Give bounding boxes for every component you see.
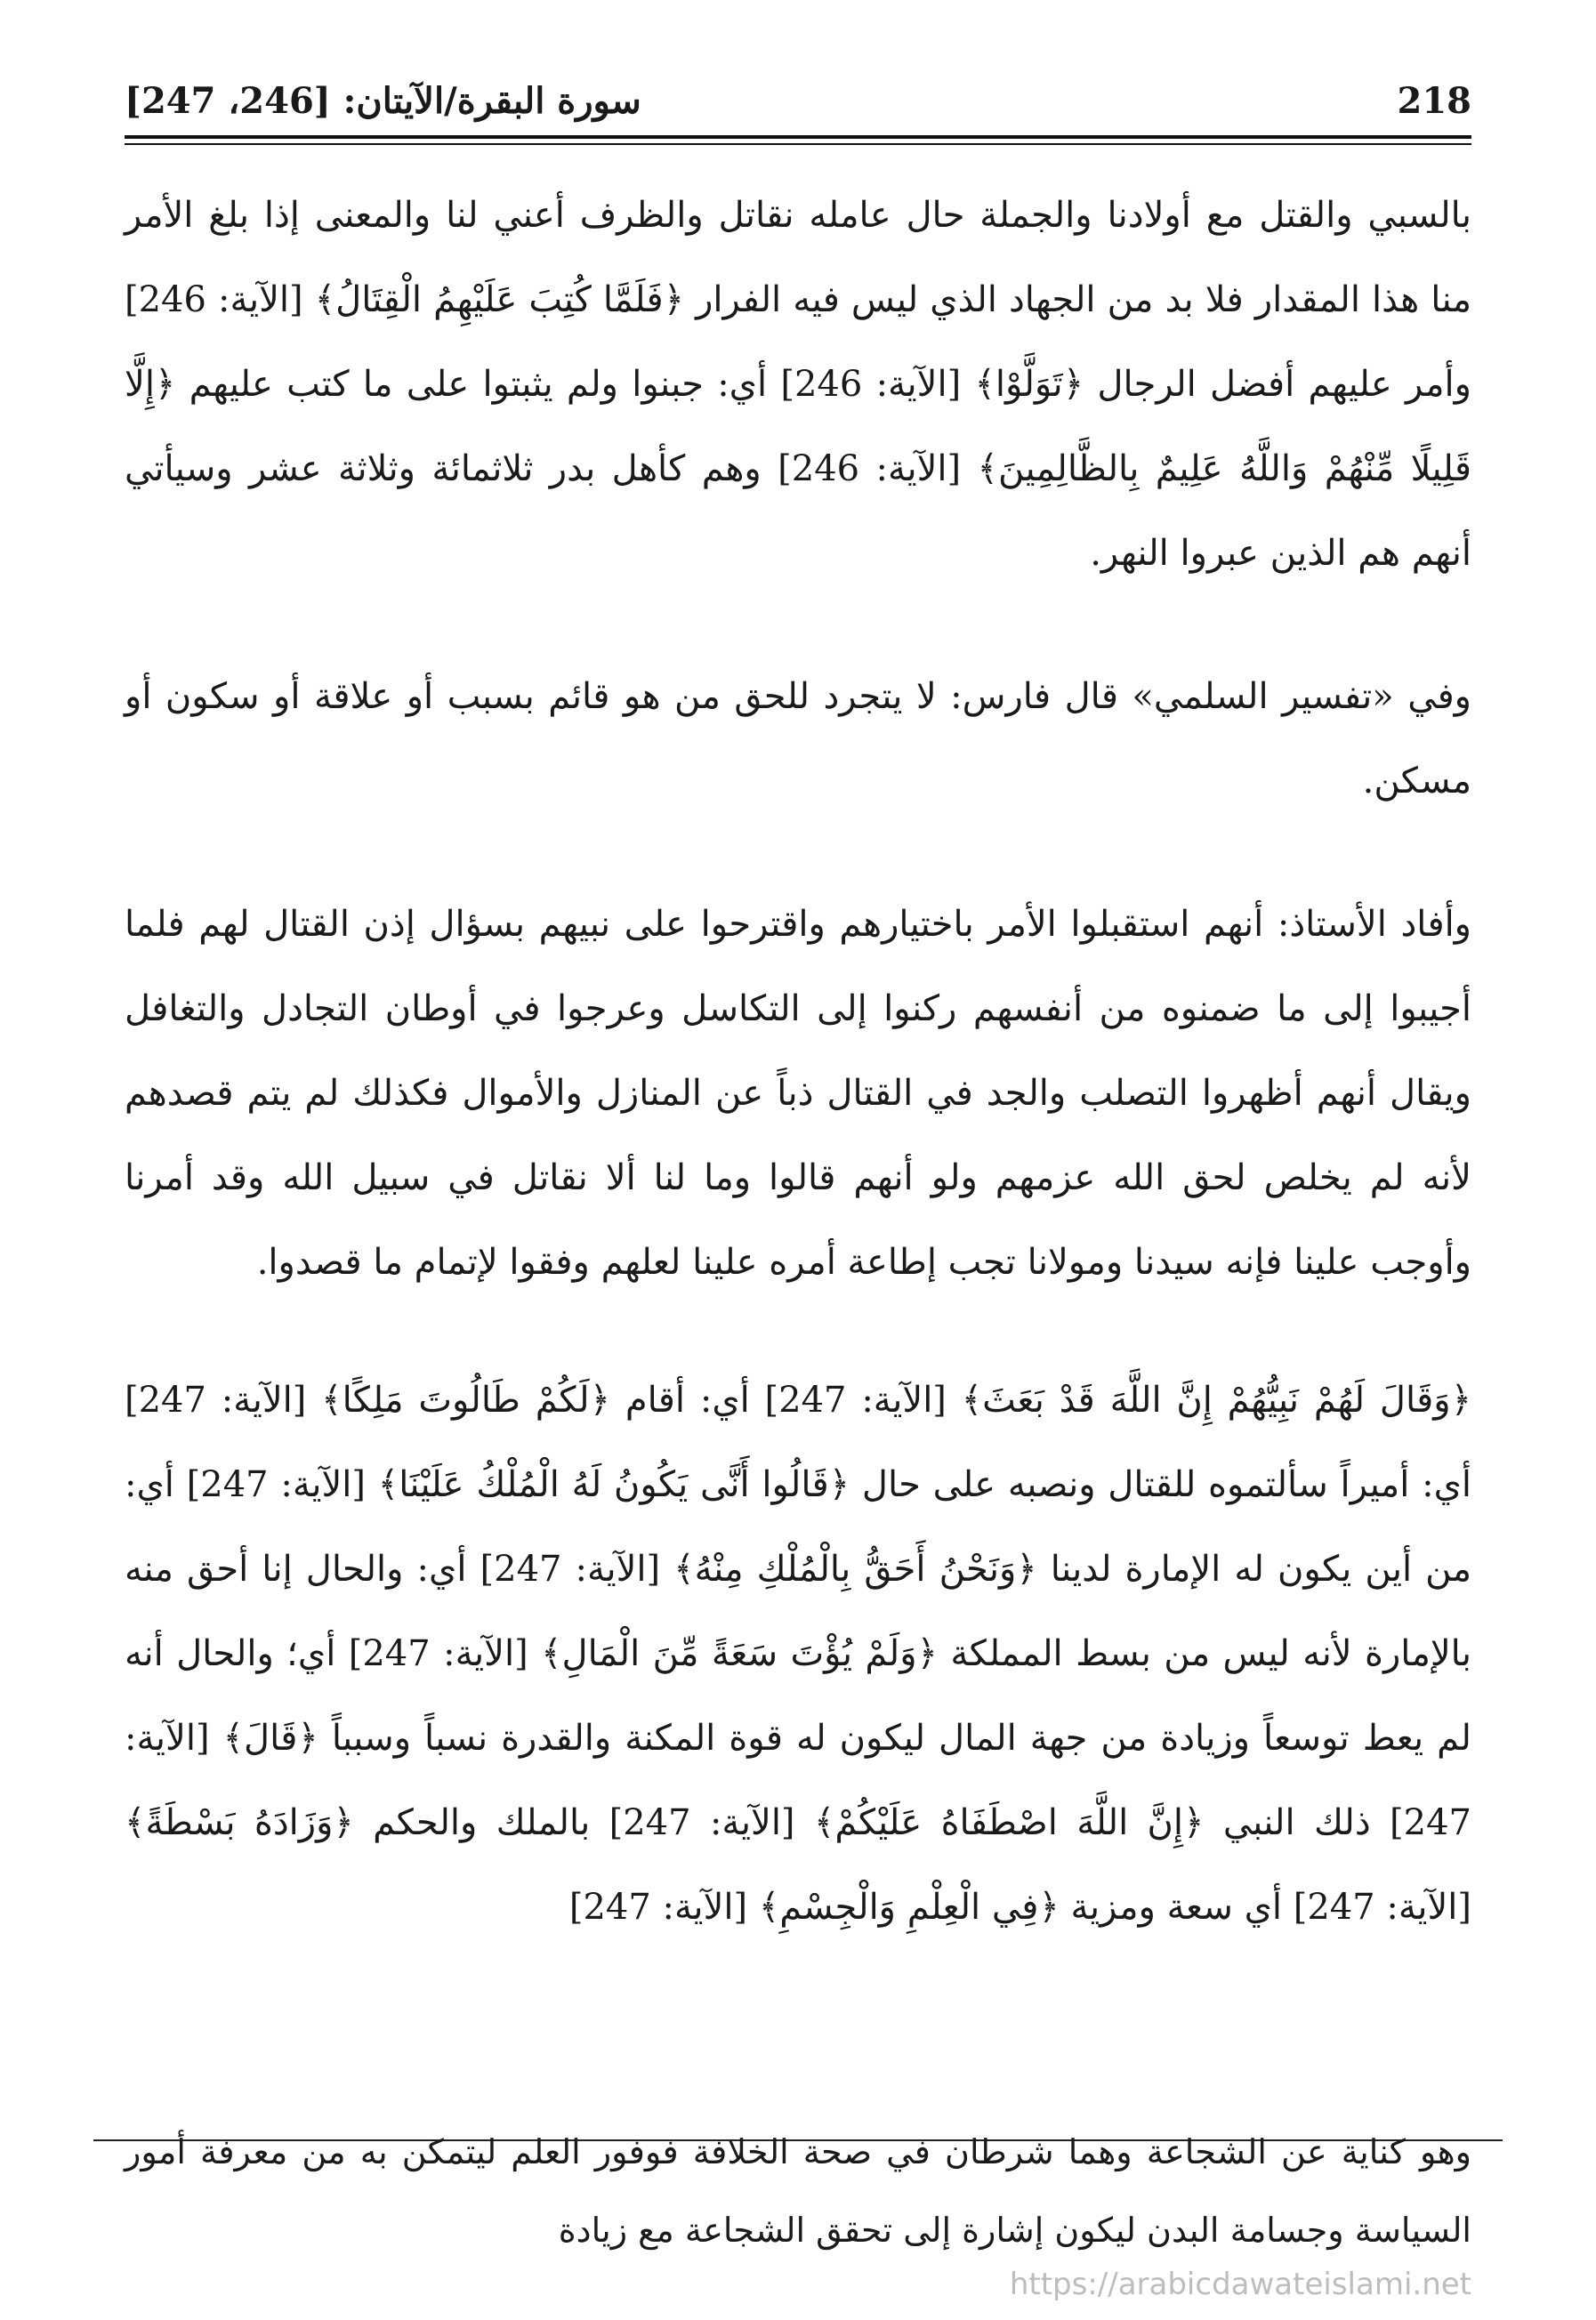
header-rule-thin xyxy=(125,143,1471,145)
header-rule-thick xyxy=(125,135,1471,139)
paragraph-3: وأفاد الأستاذ: أنهم استقبلوا الأمر باختيارهم واقترحوا على نبيهم بسؤال إذن القتال لهم فلما أجيبوا إلى ما ضمنوه من أنفسهم ركنوا إلى التكاسل وعرجوا في أوطان التجادل والتغافل ويقال أنهم أظهروا التصلب والجد في القتال ذباً عن المنازل والأموال فكذلك لم يتم قصدهم لأنه لم يخلص لحق الله عزمهم ولو أنهم قالوا وما لنا ألا نقاتل في سبيل الله وقد أمرنا وأوجب علينا فإنه سيدنا ومولانا تجب إطاعة أمره علينا لعلهم وفقوا لإتمام ما قصدوا. xyxy=(125,904,1471,1283)
paragraph-1: بالسبي والقتل مع أولادنا والجملة حال عامله نقاتل والظرف أعني لنا والمعنى إذا بلغ الأمر منا هذا المقدار فلا بد من الجهاد الذي ليس فيه الفرار ﴿فَلَمَّا كُتِبَ عَلَيْهِمُ الْقِتَالُ﴾ [الآية: 246] وأمر عليهم أفضل الرجال ﴿تَوَلَّوْا﴾ [الآية: 246] أي: جبنوا ولم يثبتوا على ما كتب عليهم ﴿إِلَّا قَلِيلًا مِّنْهُمْ وَاللَّهُ عَلِيمٌ بِالظَّالِمِينَ﴾ [الآية: 246] وهم كأهل بدر ثلاثمائة وثلاثة عشر وسيأتي أنهم هم الذين عبروا النهر. xyxy=(125,195,1471,574)
watermark-url: https://arabicdawateislami.net xyxy=(1009,2267,1471,2302)
paragraph-gap xyxy=(125,596,1471,655)
paragraph-gap xyxy=(125,824,1471,882)
paragraph-gap xyxy=(125,1305,1471,1358)
page-number: 218 xyxy=(1397,79,1471,122)
footnote-text: وهو كناية عن الشجاعة وهما شرطان في صحة الخلافة فوفور العلم ليتمكن به من معرفة أمور السياسة وجسامة البدن ليكون إشارة إلى تحقق الشجاعة مع زيادة xyxy=(125,2132,1471,2250)
page-header xyxy=(125,69,1471,132)
paragraph-2: وفي «تفسير السلمي» قال فارس: لا يتجرد للحق من هو قائم بسبب أو علاقة أو سكون أو مسكن. xyxy=(125,676,1471,802)
running-title: سورة البقرة/الآيتان: [246، 247] xyxy=(125,79,641,122)
paragraph-4: ﴿وَقَالَ لَهُمْ نَبِيُّهُمْ إِنَّ اللَّهَ قَدْ بَعَثَ﴾ [الآية: 247] أي: أقام ﴿لَكُمْ طَالُوتَ مَلِكًا﴾ [الآية: 247] أي: أميراً سألتموه للقتال ونصبه على حال ﴿قَالُوا أَنَّى يَكُونُ لَهُ الْمُلْكُ عَلَيْنَا﴾ [الآية: 247] أي: من أين يكون له الإمارة لدينا ﴿وَنَحْنُ أَحَقُّ بِالْمُلْكِ مِنْهُ﴾ [الآية: 247] أي: والحال إنا أحق منه بالإمارة لأنه ليس من بسط المملكة ﴿وَلَمْ يُؤْتَ سَعَةً مِّنَ الْمَالِ﴾ [الآية: 247] أي؛ والحال أنه لم يعط توسعاً وزيادة من جهة المال ليكون له قوة المكنة والقدرة نسباً وسبباً ﴿قَالَ﴾ [الآية: 247] ذلك النبي ﴿إِنَّ اللَّهَ اصْطَفَاهُ عَلَيْكُمْ﴾ [الآية: 247] بالملك والحكم ﴿وَزَادَهُ بَسْطَةً﴾ [الآية: 247] أي سعة ومزية ﴿فِي الْعِلْمِ وَالْجِسْمِ﴾ [الآية: 247] xyxy=(125,1380,1472,1928)
main-text xyxy=(125,173,1471,1950)
